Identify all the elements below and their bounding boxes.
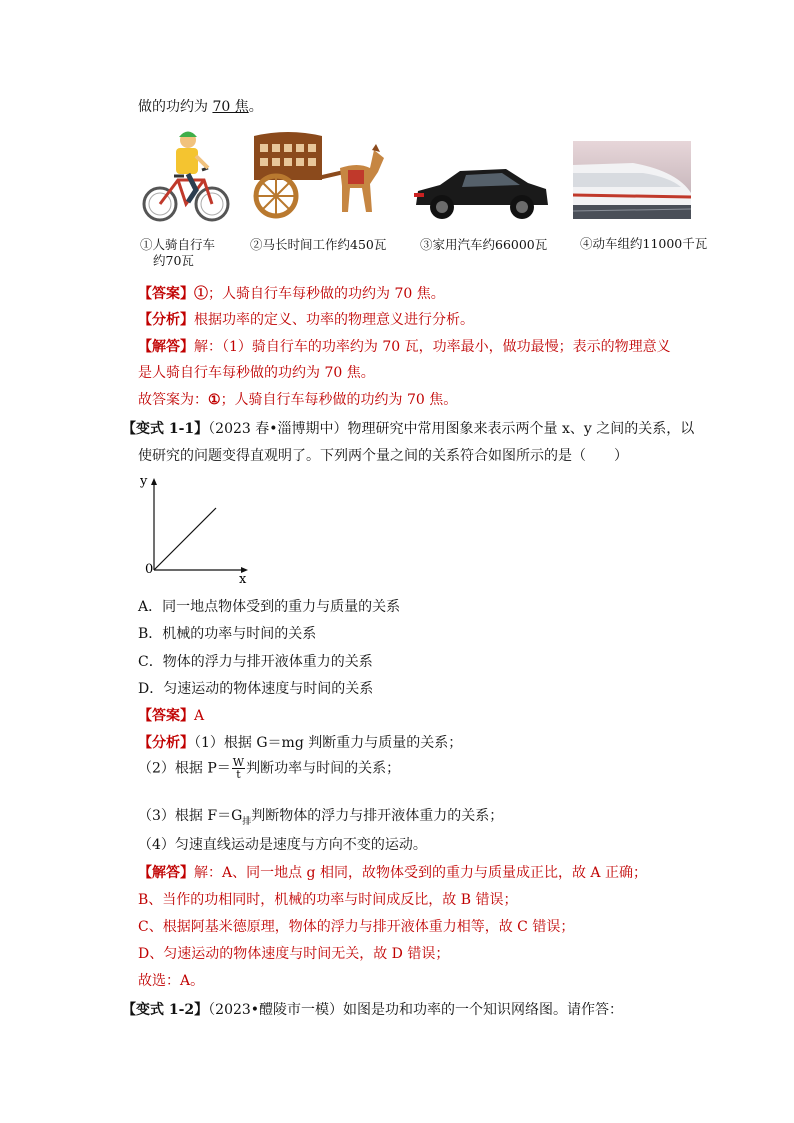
solution-1-conclusion: 故答案为：①；人骑自行车每秒做的功约为 70 焦。 [138,392,458,408]
linear-graph-svg [140,470,260,586]
proportional-line [154,508,216,570]
analysis-tag: 【分析】 [138,735,194,751]
x-axis-label: x [239,572,247,586]
analysis-2-line-1: 【分析】（1）根据 G＝mg 判断重力与质量的关系； [138,735,463,751]
analysis-2-line-2: （2）根据 P＝ $\frac{W}{t}$ 判断功率与时间的关系； [138,756,401,781]
car-image [410,165,552,223]
xy-graph [140,470,260,586]
caption-cyclist: ①人骑自行车 约70瓦 [140,237,216,268]
y-axis-label: y [140,474,148,489]
horse-cart-icon [248,128,392,222]
option-b: B．机械的功率与时间的关系 [138,626,317,642]
bicycle-icon [138,124,234,224]
caption-car: ③家用汽车约66000瓦 [420,237,548,252]
solution-tag: 【解答】 [138,339,194,355]
solution-2-line-2: B、当作的功相同时，机械的功率与时间成反比，故 B 错误； [138,892,518,908]
answer-line: 做的功约为 70 焦。 [138,99,263,115]
option-c: C．物体的浮力与排开液体重力的关系 [138,654,373,670]
cyclist-image [138,124,234,224]
caption-horse: ②马长时间工作约450瓦 [250,237,387,252]
variant-tag: 【变式 1-1】 [122,421,209,437]
solution-1-line-1: 【解答】解：（1）骑自行车的功率约为 70 瓦，功率最小，做功最慢；表示的物理意义 [138,339,671,355]
analysis-tag: 【分析】 [138,312,194,328]
train-image [573,141,691,219]
variant-1-2: 【变式 1-2】（2023•醴陵市一模）如图是功和功率的一个知识网络图。请作答： [122,1002,624,1018]
caption-train: ④动车组约11000千瓦 [580,236,708,251]
horse-cart-image [248,128,392,222]
answer-2: 【答案】A [138,708,205,724]
analysis-1: 【分析】根据功率的定义、功率的物理意义进行分析。 [138,312,474,328]
solution-2-line-5: 故选：A。 [138,973,205,989]
y-axis-arrow [151,478,157,485]
car-icon [410,165,552,223]
answer-tag: 【答案】 [138,286,194,302]
variant-1-1-line-2: 使研究的问题变得直观明了。下列两个量之间的关系符合如图所示的是（ ） [138,448,628,464]
answer-1: 【答案】①；人骑自行车每秒做的功约为 70 焦。 [138,286,445,302]
option-a: A．同一地点物体受到的重力与质量的关系 [138,599,401,615]
solution-2-line-1: 【解答】解：A、同一地点 g 相同，故物体受到的重力与质量成正比，故 A 正确； [138,865,647,881]
origin-label: 0 [145,562,154,577]
solution-tag: 【解答】 [138,865,194,881]
filled-blank: 70 焦 [212,99,249,115]
solution-2-line-3: C、根据阿基米德原理，物体的浮力与排开液体重力相等，故 C 错误； [138,919,575,935]
solution-2-line-4: D、匀速运动的物体速度与时间无关，故 D 错误； [138,946,450,962]
fraction-w-over-t: $\frac{W}{t}$ [232,756,245,781]
solution-1-line-2: 是人骑自行车每秒做的功约为 70 焦。 [138,365,375,381]
analysis-2-line-3: （3）根据 $F=G_排$判断物体的浮力与排开液体重力的关系； [138,808,504,827]
option-d: D．匀速运动的物体速度与时间的关系 [138,681,374,697]
answer-tag: 【答案】 [138,708,194,724]
train-icon [573,141,691,219]
variant-tag: 【变式 1-2】 [122,1002,209,1018]
variant-1-1-line-1: 【变式 1-1】（2023 春•淄博期中）物理研究中常用图象来表示两个量 x、y 之间的关系，以 [122,421,695,437]
analysis-2-line-4: （4）匀速直线运动是速度与方向不变的运动。 [138,837,427,853]
